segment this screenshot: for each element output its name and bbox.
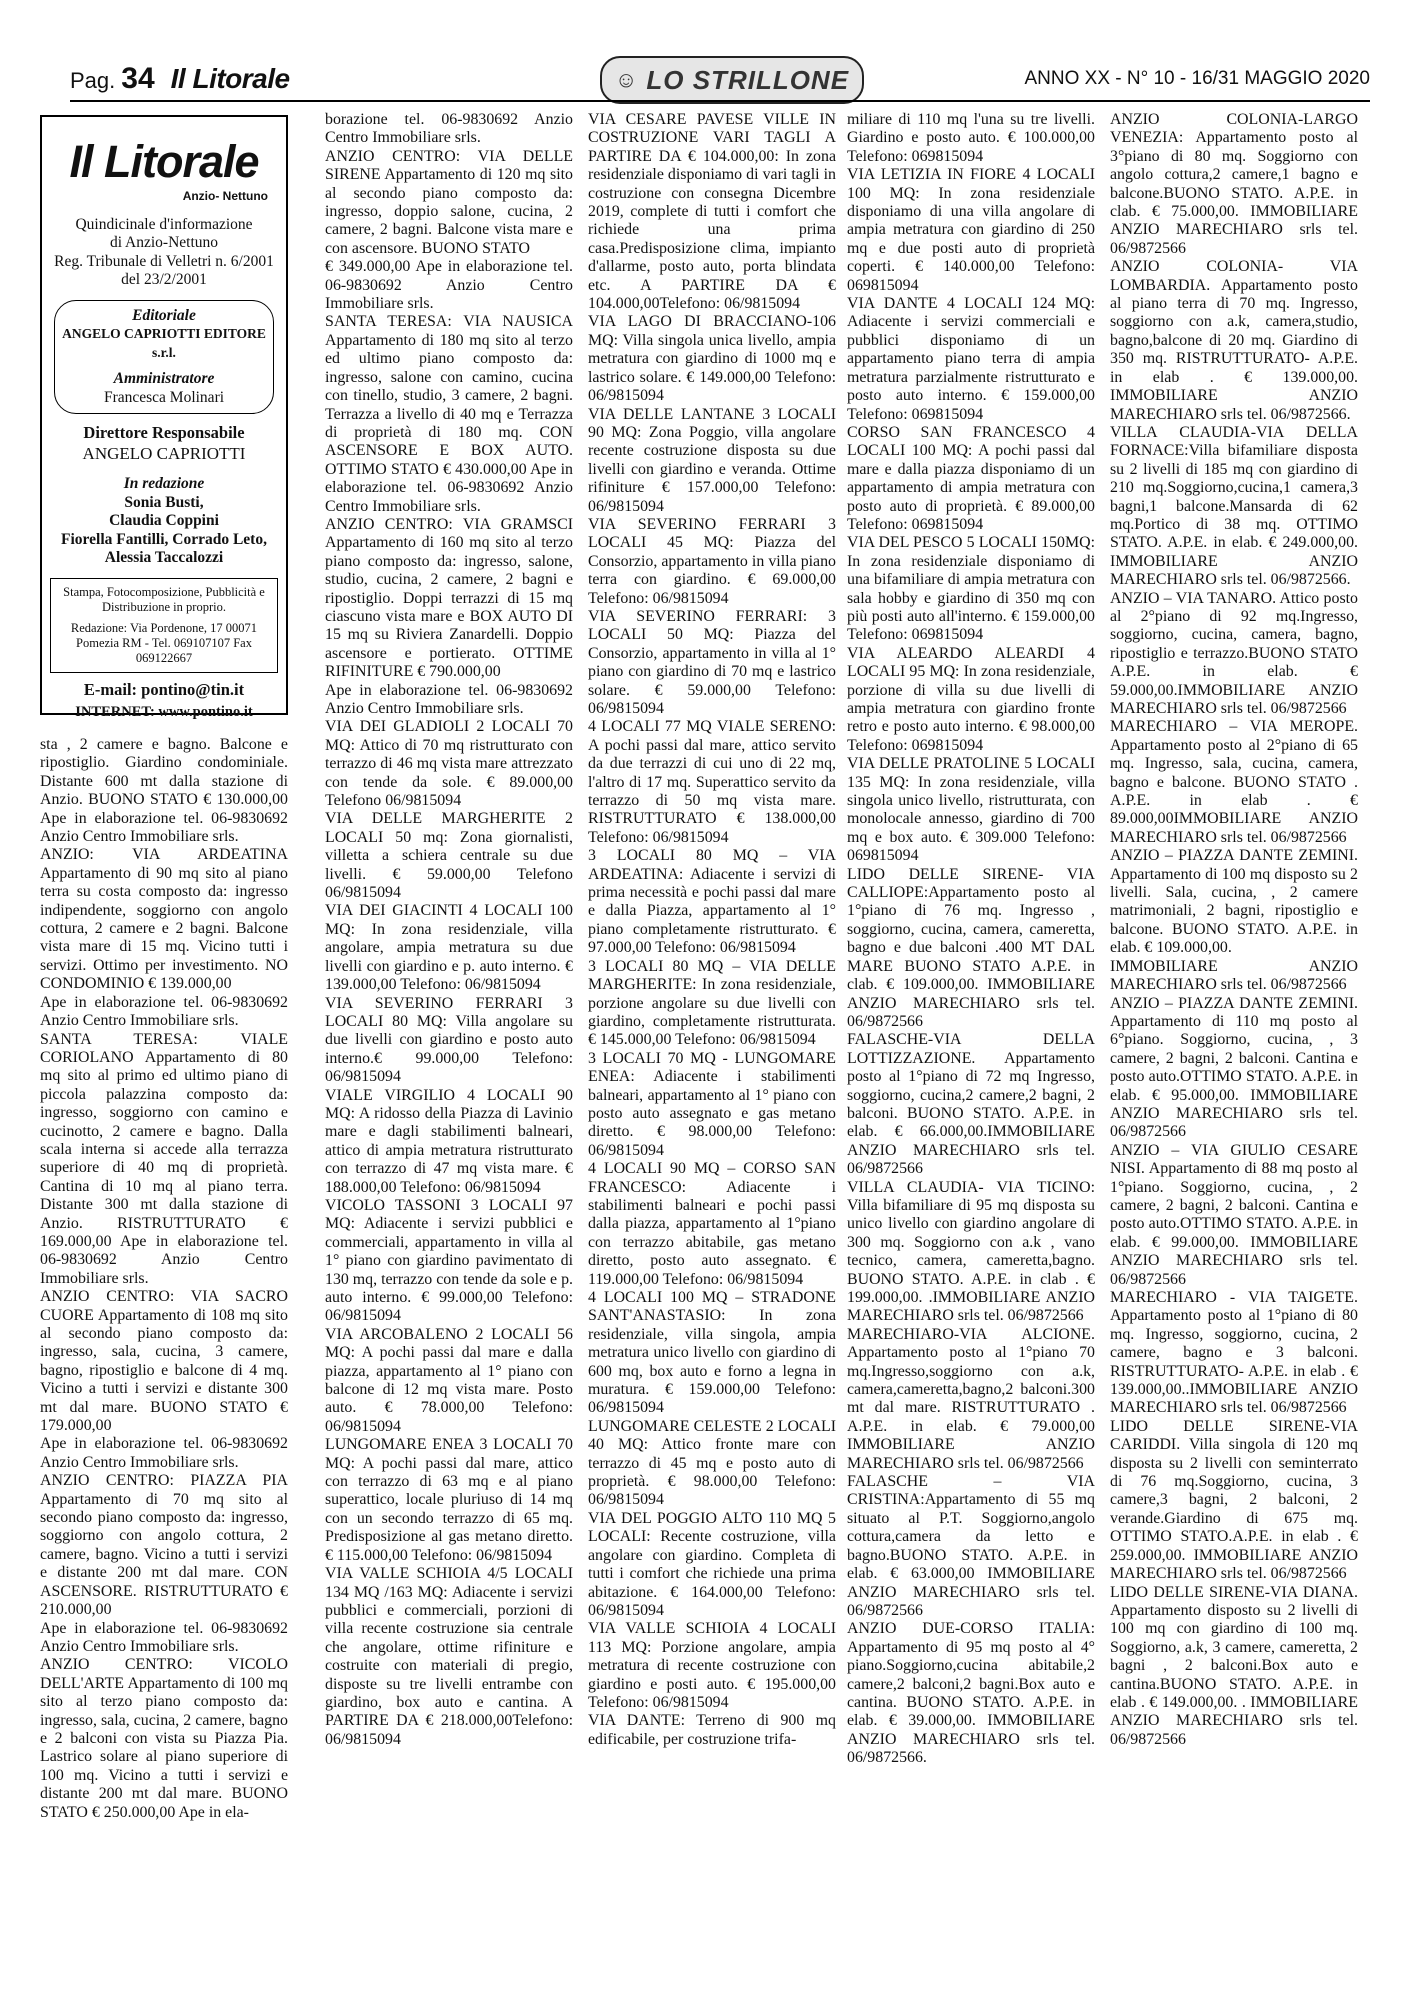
listing-paragraph: VIA CESARE PAVESE VILLE IN COSTRUZIONE VARI TAGLI A PARTIRE DA € 104.000,00: In zona residenziale disponiamo di vari tagli in costruzione con consegna Dicembre 2019, complete di tutti i comfort che richiede una prima casa.Predisposizione clima, impianto d'allarme, posto auto, porta blindata etc. A PARTIRE DA € 104.000,00Telefono: 06/9815094 [588, 111, 836, 313]
listing-paragraph: MARECHIARO – VIA MEROPE. Appartamento posto al 2°piano di 65 mq. Ingresso, sala, cucina, camera, bagno e balcone. BUONO STATO . A.P.E. in elab . € 89.000,00IMMOBILIARE ANZIO MARECHIARO srls tel. 06/9872566 [1110, 718, 1358, 846]
listings-column-1 [40, 736, 288, 1991]
listing-paragraph: ANZIO COLONIA-LARGO VENEZIA: Appartamento posto al 3°piano di 80 mq. Soggiorno con angolo cottura,2 camere,1 bagno e balcone.BUONO STATO. A.P.E. in clab. € 75.000,00. IMMOBILIARE ANZIO MARECHIARO srls tel. 06/9872566 [1110, 111, 1358, 257]
listing-paragraph: VIA SEVERINO FERRARI 3 LOCALI 45 MQ: Piazza del Consorzio, appartamento in villa piano terra con giardino. € 69.000,00 Telefono: 06/9815094 [588, 515, 836, 607]
redazione-name: Fiorella Fantilli, Corrado Leto, [61, 530, 267, 548]
amministratore-label: Amministratore [113, 370, 215, 387]
listing-paragraph: MARECHIARO - VIA TAIGETE. Appartamento posto al 1°piano di 80 mq. Ingresso, soggiorno, cucina, 2 camere, bagno e 3 balconi. RISTRUTTURATO- A.P.E. in elab . € 139.000,00..IMMOBILIARE ANZIO MARECHIARO srls tel. 06/9872566 [1110, 1289, 1358, 1417]
listing-paragraph: ANZIO – PIAZZA DANTE ZEMINI. Appartamento di 100 mq disposto su 2 livelli. Sala, cucina, , 2 camere matrimoniali, 2 bagni, ripostiglio e balcone. BUONO STATO. A.P.E. in elab. € 109.000,00. [1110, 847, 1358, 957]
listing-paragraph: VIA LAGO DI BRACCIANO-106 MQ: Villa singola unica livello, ampia metratura con giardino di 1000 mq e lastrico solare. € 149.000,00 Telefono: 06/9815094 [588, 313, 836, 405]
listing-paragraph: 4 LOCALI 100 MQ – STRADONE SANT'ANASTASIO: In zona residenziale, villa singola, ampia metratura unico livello con giardino di 600 mq, box auto e forno a legna in muratura. € 159.000,00 Telefono: 06/9815094 [588, 1289, 836, 1417]
listing-paragraph: miliare di 110 mq l'una su tre livelli. Giardino e posto auto. € 100.000,00 Telefono: 069815094 [847, 111, 1095, 165]
page-number: 34 [121, 62, 155, 95]
listing-paragraph: Ape in elaborazione tel. 06-9830692 Anzio Centro Immobiliare srls. [325, 681, 573, 717]
listing-paragraph: VIA DELLE MARGHERITE 2 LOCALI 50 mq: Zona giornalisti, villetta a schiera centrale su due livelli. € 59.000,00 Telefono 06/9815094 [325, 810, 573, 902]
website-link[interactable]: INTERNET: www.pontino.it [75, 704, 253, 720]
listing-paragraph: ANZIO CENTRO: VIA GRAMSCI Appartamento di 160 mq sito al terzo piano composto da: ingresso, salone, studio, cucina, 2 camere, 2 bagni e ripostiglio. Doppi terrazzi di 15 mq ciascuno vista mare e BOX AUTO DI 15 mq su Riviera Zanardelli. Doppio ascensore e portierato. OTTIME RIFINITURE € 790.000,00 [325, 515, 573, 681]
issue-info: ANNO XX - N° 10 - 16/31 MAGGIO 2020 [1024, 68, 1370, 89]
imprint-title: Il Litorale [69, 136, 259, 187]
listing-paragraph: VICOLO TASSONI 3 LOCALI 97 MQ: Adiacente i servizi pubblici e commerciali, appartamento in villa al 1° piano con giardino pavimentato di 130 mq, terrazzo con tende da sole e p. auto interno. € 99.000,00 Telefono: 06/9815094 [325, 1196, 573, 1325]
listing-paragraph: ANZIO DUE-CORSO ITALIA: Appartamento di 95 mq posto al 4° piano.Soggiorno,cucina abitabile,2 camere,2 balconi,2 bagni.Box auto e cantina. BUONO STATO. A.P.E. in elab. € 39.000,00. IMMOBILIARE ANZIO MARECHIARO srls tel. 06/9872566. [847, 1620, 1095, 1767]
listing-paragraph: Ape in elaborazione tel. 06-9830692 Anzio Centro Immobiliare srls. [40, 1619, 288, 1655]
email-link[interactable]: E-mail: pontino@tin.it [83, 679, 245, 699]
listings-column-2 [325, 111, 573, 1991]
imprint-subtitle: Anzio- Nettuno [182, 189, 268, 203]
listing-paragraph: VIA DANTE 4 LOCALI 124 MQ: Adiacente i servizi commerciali e pubblici disponiamo di un appartamento piano terra di ampia metratura parzialmente ristrutturato e posto auto interno. € 159.000,00 Telefono: 069815094 [847, 295, 1095, 423]
amministratore-name: Francesca Molinari [103, 388, 225, 406]
strillone-logo [600, 56, 864, 104]
listing-paragraph: ANZIO – PIAZZA DANTE ZEMINI. Appartamento di 110 mq posto al 6°piano. Soggiorno, cucina, , 3 camere, 2 bagni, 2 balconi. Cantina e posto auto.OTTIMO STATO. A.P.E. in elab. € 95.000,00. IMMOBILIARE ANZIO MARECHIARO srls tel. 06/9872566 [1110, 994, 1358, 1141]
redazione-label: In redazione [123, 475, 205, 492]
services-text: Stampa, Fotocomposizione, Pubblicità e Distribuzione in proprio. [63, 584, 265, 614]
listing-paragraph: sta , 2 camere e bagno. Balcone e ripostiglio. Giardino condominiale. Distante 600 mt dalla stazione di Anzio. BUONO STATO € 130.000,00 Ape in elaborazione tel. 06-9830692 Anzio Centro Immobiliare srls. [40, 736, 288, 846]
listing-paragraph: VIA SEVERINO FERRARI: 3 LOCALI 50 MQ: Piazza del Consorzio, appartamento in villa al 1° piano con giardino di 70 mq e lastrico solare. € 59.000,00 Telefono: 06/9815094 [588, 607, 836, 717]
contact-box [50, 578, 278, 673]
listing-paragraph: MARECHIARO-VIA ALCIONE. Appartamento posto al 1°piano 70 mq.Ingresso,soggiorno con a.k, camera,cameretta,bagno,2 balconi.300 mt dal mare. RISTRUTTURATO . A.P.E. in elab. € 79.000,00 IMMOBILIARE ANZIO MARECHIARO srls tel. 06/9872566 [847, 1325, 1095, 1472]
address-text: Redazione: Via Pordenone, 17 00071 Pomezia RM - Tel. 069107107 Fax 069122667 [70, 620, 258, 665]
editoriale-label: Editoriale [132, 306, 196, 324]
imprint-description [42, 216, 286, 290]
header-rule [70, 100, 1370, 102]
redazione-name: Sonia Busti, [124, 493, 204, 511]
listing-paragraph: VIA DANTE: Terreno di 900 mq edificabile, per costruzione trifa- [588, 1712, 836, 1748]
listing-paragraph: VIA SEVERINO FERRARI 3 LOCALI 80 MQ: Villa angolare su due livelli con giardino e posto auto interno.€ 99.000,00 Telefono: 06/9815094 [325, 994, 573, 1086]
direttore-name: ANGELO CAPRIOTTI [82, 443, 246, 463]
listing-paragraph: 3 LOCALI 80 MQ – VIA ARDEATINA: Adiacente i servizi di prima necessità e pochi passi dal mare e dalla Piazza, appartamento al 1° piano completamente ristrutturato. € 97.000,00 Telefono: 06/9815094 [588, 847, 836, 957]
listing-paragraph: SANTA TERESA: VIA NAUSICA Appartamento di 180 mq sito al terzo ed ultimo piano composto da: ingresso, salone con camino, cucina con tinello, studio, 3 camere, 2 bagni. Terrazza a livello di 40 mq e Terrazza di proprietà di 180 mq. CON ASCENSORE E BOX AUTO. OTTIMO STATO € 430.000,00 Ape in elaborazione tel. 06-9830692 Anzio Centro Immobiliare srls. [325, 313, 573, 515]
listing-paragraph: FALASCHE-VIA DELLA LOTTIZZAZIONE. Appartamento posto al 1°piano di 72 mq Ingresso, soggiorno, cucina,2 camere,2 bagni, 2 balconi. BUONO STATO. A.P.E. in elab. € 66.000,00.IMMOBILIARE ANZIO MARECHIARO srls tel. 06/9872566 [847, 1031, 1095, 1178]
listing-paragraph: SANTA TERESA: VIALE CORIOLANO Appartamento di 80 mq sito al primo ed ultimo piano di piccola palazzina composto da: ingresso, soggiorno con camino e cucinotto, 2 camere e bagno. Dalla scala interna si accede alla terrazza superiore di 40 mq di proprietà. Cantina di 10 mq al piano terra. Distante 300 mt dalla stazione di Anzio. RISTRUTTURATO € 169.000,00 Ape in elaborazione tel. 06-9830692 Anzio Centro Immobiliare srls. [40, 1030, 288, 1287]
page-label: Pag. [70, 68, 116, 93]
listing-paragraph: 4 LOCALI 90 MQ – CORSO SAN FRANCESCO: Adiacente i stabilimenti balneari e pochi passi dalla piazza, appartamento al 1°piano con terrazzo abitabile, gas metano diretto, posto auto assegnato. € 119.000,00 Telefono: 06/9815094 [588, 1160, 836, 1288]
listing-paragraph: VIA DEI GLADIOLI 2 LOCALI 70 MQ: Attico di 70 mq ristrutturato con terrazzo di 46 mq vista mare attrezzato con tende da sole. € 89.000,00 Telefono 06/9815094 [325, 718, 573, 810]
imprint-desc-line: Reg. Tribunale di Velletri n. 6/2001 [54, 252, 274, 270]
redazione-name: Claudia Coppini [109, 512, 219, 529]
editoriale-name: ANGELO CAPRIOTTI EDITORE s.r.l. [62, 326, 266, 360]
listing-paragraph: VILLA CLAUDIA- VIA TICINO: Villa bifamiliare di 95 mq disposta su unico livello con giardino angolare di 300 mq. Soggiorno con a.k , vano tecnico, camera, cameretta,bagno. BUONO STATO. A.P.E. in clab . € 199.000,00. .IMMOBILIARE ANZIO MARECHIARO srls tel. 06/9872566 [847, 1178, 1095, 1325]
listing-paragraph: VIALE VIRGILIO 4 LOCALI 90 MQ: A ridosso della Piazza di Lavinio mare e dagli stabilimenti balneari, attico di ampia metratura ristrutturato con terrazzo di 47 mq vista mare. € 188.000,00 Telefono: 06/9815094 [325, 1086, 573, 1196]
imprint-box [40, 115, 288, 720]
masthead-title: Il Litorale [170, 63, 290, 94]
listing-paragraph: CORSO SAN FRANCESCO 4 LOCALI 100 MQ: A pochi passi dal mare e dalla piazza disponiamo di un appartamento di ampia metratura con posto auto di proprietà. € 89.000,00 Telefono: 069815094 [847, 423, 1095, 533]
listing-paragraph: ANZIO CENTRO: VIA DELLE SIRENE Appartamento di 120 mq sito al secondo piano composto da: ingresso, doppio salone, cucina, 2 camere, 2 bagni. Balcone vista mare e con ascensore. BUONO STATO [325, 147, 573, 257]
redazione-names [42, 494, 286, 568]
newsboy-icon: ☺ [614, 67, 639, 92]
listing-paragraph: VIA DEL POGGIO ALTO 110 MQ 5 LOCALI: Recente costruzione, villa angolare con giardino. Completa di tutti i comfort che richiede una prima abitazione. € 164.000,00 Telefono: 06/9815094 [588, 1509, 836, 1619]
listing-paragraph: VIA DEL PESCO 5 LOCALI 150MQ: In zona residenziale disponiamo di una bifamiliare di ampia metratura con sala hobby e giardino di 350 mq con più posti auto all'interno. € 159.000,00 Telefono: 069815094 [847, 534, 1095, 644]
listing-paragraph: ANZIO CENTRO: PIAZZA PIA Appartamento di 70 mq sito al secondo piano composto da: ingresso, soggiorno con angolo cottura, 2 camere, bagno. Vicino a tutti i servizi e distante 200 mt dal mare. CON ASCENSORE. RISTRUTTURATO € 210.000,00 [40, 1472, 288, 1619]
listing-paragraph: IMMOBILIARE ANZIO MARECHIARO srls tel. 06/9872566 [1110, 957, 1358, 994]
listing-paragraph: VIA VALLE SCHIOIA 4 LOCALI 113 MQ: Porzione angolare, ampia metratura di recente costruzione con giardino e posti auto. € 195.000,00 Telefono: 06/9815094 [588, 1620, 836, 1711]
listings-column-3 [588, 111, 836, 1991]
listing-paragraph: LIDO DELLE SIRENE-VIA CARIDDI. Villa singola di 120 mq disposta su 2 livelli con seminterrato di 76 mq.Soggiorno, cucina, 3 camere,3 bagni, 2 balconi, 2 verande.Giardino di 675 mq. OTTIMO STATO.A.P.E. in elab . € 259.000,00. IMMOBILIARE ANZIO MARECHIARO srls tel. 06/9872566 [1110, 1417, 1358, 1583]
listing-paragraph: VIA ALEARDO ALEARDI 4 LOCALI 95 MQ: In zona residenziale, porzione di villa su due livelli di ampia metratura con giardino fronte retro e posto auto interno. € 98.000,00 Telefono: 069815094 [847, 644, 1095, 754]
listing-paragraph: VILLA CLAUDIA-VIA DELLA FORNACE:Villa bifamiliare disposta su 2 livelli di 185 mq con giardino di 210 mq.Soggiorno,cucina,1 camera,3 bagni,1 balcone.Mansarda di 62 mq.Portico di 38 mq. OTTIMO STATO. A.P.E. in elab. € 249.000,00. IMMOBILIARE ANZIO MARECHIARO srls tel. 06/9872566. [1110, 423, 1358, 589]
listing-paragraph: LIDO DELLE SIRENE-VIA DIANA. Appartamento disposto su 2 livelli di 100 mq con giardino di 100 mq. Soggiorno, a.k, 3 camere, cameretta, 2 bagni , 2 balconi.Box auto e cantina.BUONO STATO. A.P.E. in elab . € 149.000,00. . IMMOBILIARE ANZIO MARECHIARO srls tel. 06/9872566 [1110, 1583, 1358, 1748]
listing-paragraph: Ape in elaborazione tel. 06-9830692 Anzio Centro Immobiliare srls. [40, 993, 288, 1030]
listing-paragraph: ANZIO – VIA TANARO. Attico posto al 2°piano di 92 mq.Ingresso, soggiorno, cucina, camera, bagno, ripostiglio e terrazzo.BUONO STATO A.P.E. in elab. € 59.000,00.IMMOBILIARE ANZIO MARECHIARO srls tel. 06/9872566 [1110, 589, 1358, 717]
listing-paragraph: 3 LOCALI 70 MQ - LUNGOMARE ENEA: Adiacente i stabilimenti balneari, appartamento al 1° piano con posto auto assegnato e gas metano diretto. € 98.000,00 Telefono: 06/9815094 [588, 1049, 836, 1159]
listing-paragraph: 3 LOCALI 80 MQ – VIA DELLE MARGHERITE: In zona residenziale, porzione angolare su due livelli con giardino, completamente ristrutturata. € 145.000,00 Telefono: 06/9815094 [588, 957, 836, 1049]
redazione-name: Alessia Taccalozzi [104, 549, 224, 566]
listing-paragraph: ANZIO: VIA ARDEATINA Appartamento di 90 mq sito al piano terra su costa composto da: ingresso indipendente, soggiorno con angolo cottura, 2 camere e 2 bagni. Balcone vista mare di 15 mq. Vicino tutti i servizi. Ottimo per investimento. NO CONDOMINIO € 139.000,00 [40, 846, 288, 993]
listing-paragraph: ANZIO CENTRO: VIA SACRO CUORE Appartamento di 108 mq sito al secondo piano composto da: ingresso, sala, cucina, 3 camere, bagno, ripostiglio e balcone di 4 mq. Vicino a tutti i servizi e distante 300 mt dal mare. BUONO STATO € 179.000,00 [40, 1288, 288, 1435]
listing-paragraph: ANZIO COLONIA- VIA LOMBARDIA. Appartamento posto al piano terra di 70 mq. Ingresso, soggiorno con a.k, camera,studio, bagno,balcone di 20 mq. Giardino di 350 mq. RISTRUTTURATO- A.P.E. in elab . € 139.000,00. IMMOBILIARE ANZIO MARECHIARO srls tel. 06/9872566. [1110, 258, 1358, 423]
listing-paragraph: FALASCHE – VIA CRISTINA:Appartamento di 55 mq situato al P.T. Soggiorno,angolo cottura,camera da letto e bagno.BUONO STATO. A.P.E. in elab. € 63.000,00 IMMOBILIARE ANZIO MARECHIARO srls tel. 06/9872566 [847, 1473, 1095, 1619]
direttore-label: Direttore Responsabile [83, 423, 245, 442]
listing-paragraph: ANZIO CENTRO: VICOLO DELL'ARTE Appartamento di 100 mq sito al terzo piano composto da: ingresso, sala, cucina, 2 camere, bagno e 2 balconi con vista su Piazza Pia. Lastrico solare al piano superiore di 100 mq. Vicino a tutti i servizi e distante 200 mt dal mare. BUONO STATO € 250.000,00 Ape in ela- [40, 1656, 288, 1821]
listing-paragraph: borazione tel. 06-9830692 Anzio Centro Immobiliare srls. [325, 111, 573, 147]
page-header-left [70, 62, 290, 96]
listing-paragraph: 4 LOCALI 77 MQ VIALE SERENO: A pochi passi dal mare, attico servito da due terrazzi di cui uno di 22 mq, l'altro di 17 mq. Superattico servito da terrazzo di 50 mq vista mare. RISTRUTTURATO € 138.000,00 Telefono: 06/9815094 [588, 718, 836, 846]
listing-paragraph: € 349.000,00 Ape in elaborazione tel. 06-9830692 Anzio Centro Immobiliare srls. [325, 258, 573, 313]
listing-paragraph: ANZIO – VIA GIULIO CESARE NISI. Appartamento di 88 mq posto al 1°piano. Soggiorno, cucina, , 2 camere, 2 bagni, 2 balconi. Cantina e posto auto.OTTIMO STATO. A.P.E. in elab. € 99.000,00. IMMOBILIARE ANZIO MARECHIARO srls tel. 06/9872566 [1110, 1141, 1358, 1288]
imprint-desc-line: Quindicinale d'informazione [75, 215, 253, 233]
listing-paragraph: VIA VALLE SCHIOIA 4/5 LOCALI 134 MQ /163 MQ: Adiacente i servizi pubblici e commerciali, porzioni di villa recente costruzione sia centrale che angolare, ottime rifiniture e costruite con materiali di pregio, disposte su tre livelli entrambe con giardino, box auto e cantina. A PARTIRE DA € 218.000,00Telefono: 06/9815094 [325, 1565, 573, 1748]
listing-paragraph: LUNGOMARE ENEA 3 LOCALI 70 MQ: A pochi passi dal mare, attico con terrazzo di 63 mq e al piano superattico, locale pluriuso di 14 mq con un secondo terrazzo di 65 mq. Predisposizione al gas metano diretto. € 115.000,00 Telefono: 06/9815094 [325, 1436, 573, 1564]
logo-text: LO STRILLONE [646, 64, 850, 95]
listing-paragraph: LIDO DELLE SIRENE- VIA CALLIOPE:Appartamento posto al 1°piano di 76 mq. Ingresso , soggiorno, cucina, camera, cameretta, bagno e due balconi .400 MT DAL MARE BUONO STATO A.P.E. in clab. € 109.000,00. IMMOBILIARE ANZIO MARECHIARO srls tel. 06/9872566 [847, 865, 1095, 1030]
listing-paragraph: VIA DELLE PRATOLINE 5 LOCALI 135 MQ: In zona residenziale, villa singola unico livello, ristrutturata, con monolocale annesso, giardino di 700 mq e box auto. € 309.000 Telefono: 069815094 [847, 755, 1095, 865]
editorial-box [54, 300, 274, 415]
listings-column-5 [1110, 111, 1358, 1991]
listing-paragraph: Ape in elaborazione tel. 06-9830692 Anzio Centro Immobiliare srls. [40, 1435, 288, 1471]
listing-paragraph: VIA DELLE LANTANE 3 LOCALI 90 MQ: Zona Poggio, villa angolare recente costruzione disposta su due livelli con giardino e veranda. Ottime rifiniture € 157.000,00 Telefono: 06/9815094 [588, 405, 836, 515]
listing-paragraph: VIA ARCOBALENO 2 LOCALI 56 MQ: A pochi passi dal mare e dalla piazza, appartamento al 1° piano con balcone di 12 mq vista mare. Posto auto. € 78.000,00 Telefono: 06/9815094 [325, 1325, 573, 1435]
listing-paragraph: VIA LETIZIA IN FIORE 4 LOCALI 100 MQ: In zona residenziale disponiamo di una villa angolare di ampia metratura con giardino di 250 mq e due posti auto di proprietà coperti. € 140.000,00 Telefono: 069815094 [847, 166, 1095, 294]
listing-paragraph: VIA DEI GIACINTI 4 LOCALI 100 MQ: In zona residenziale, villa angolare, ampia metratura su due livelli con giardino e p. auto interno. € 139.000,00 Telefono: 06/9815094 [325, 902, 573, 994]
imprint-desc-line: di Anzio-Nettuno [109, 234, 219, 251]
imprint-desc-line: del 23/2/2001 [121, 271, 207, 288]
listings-column-4 [847, 111, 1095, 1991]
listing-paragraph: LUNGOMARE CELESTE 2 LOCALI 40 MQ: Attico fronte mare con terrazzo di 45 mq e posto auto di proprietà. € 98.000,00 Telefono: 06/9815094 [588, 1417, 836, 1509]
page-header [70, 58, 1370, 100]
